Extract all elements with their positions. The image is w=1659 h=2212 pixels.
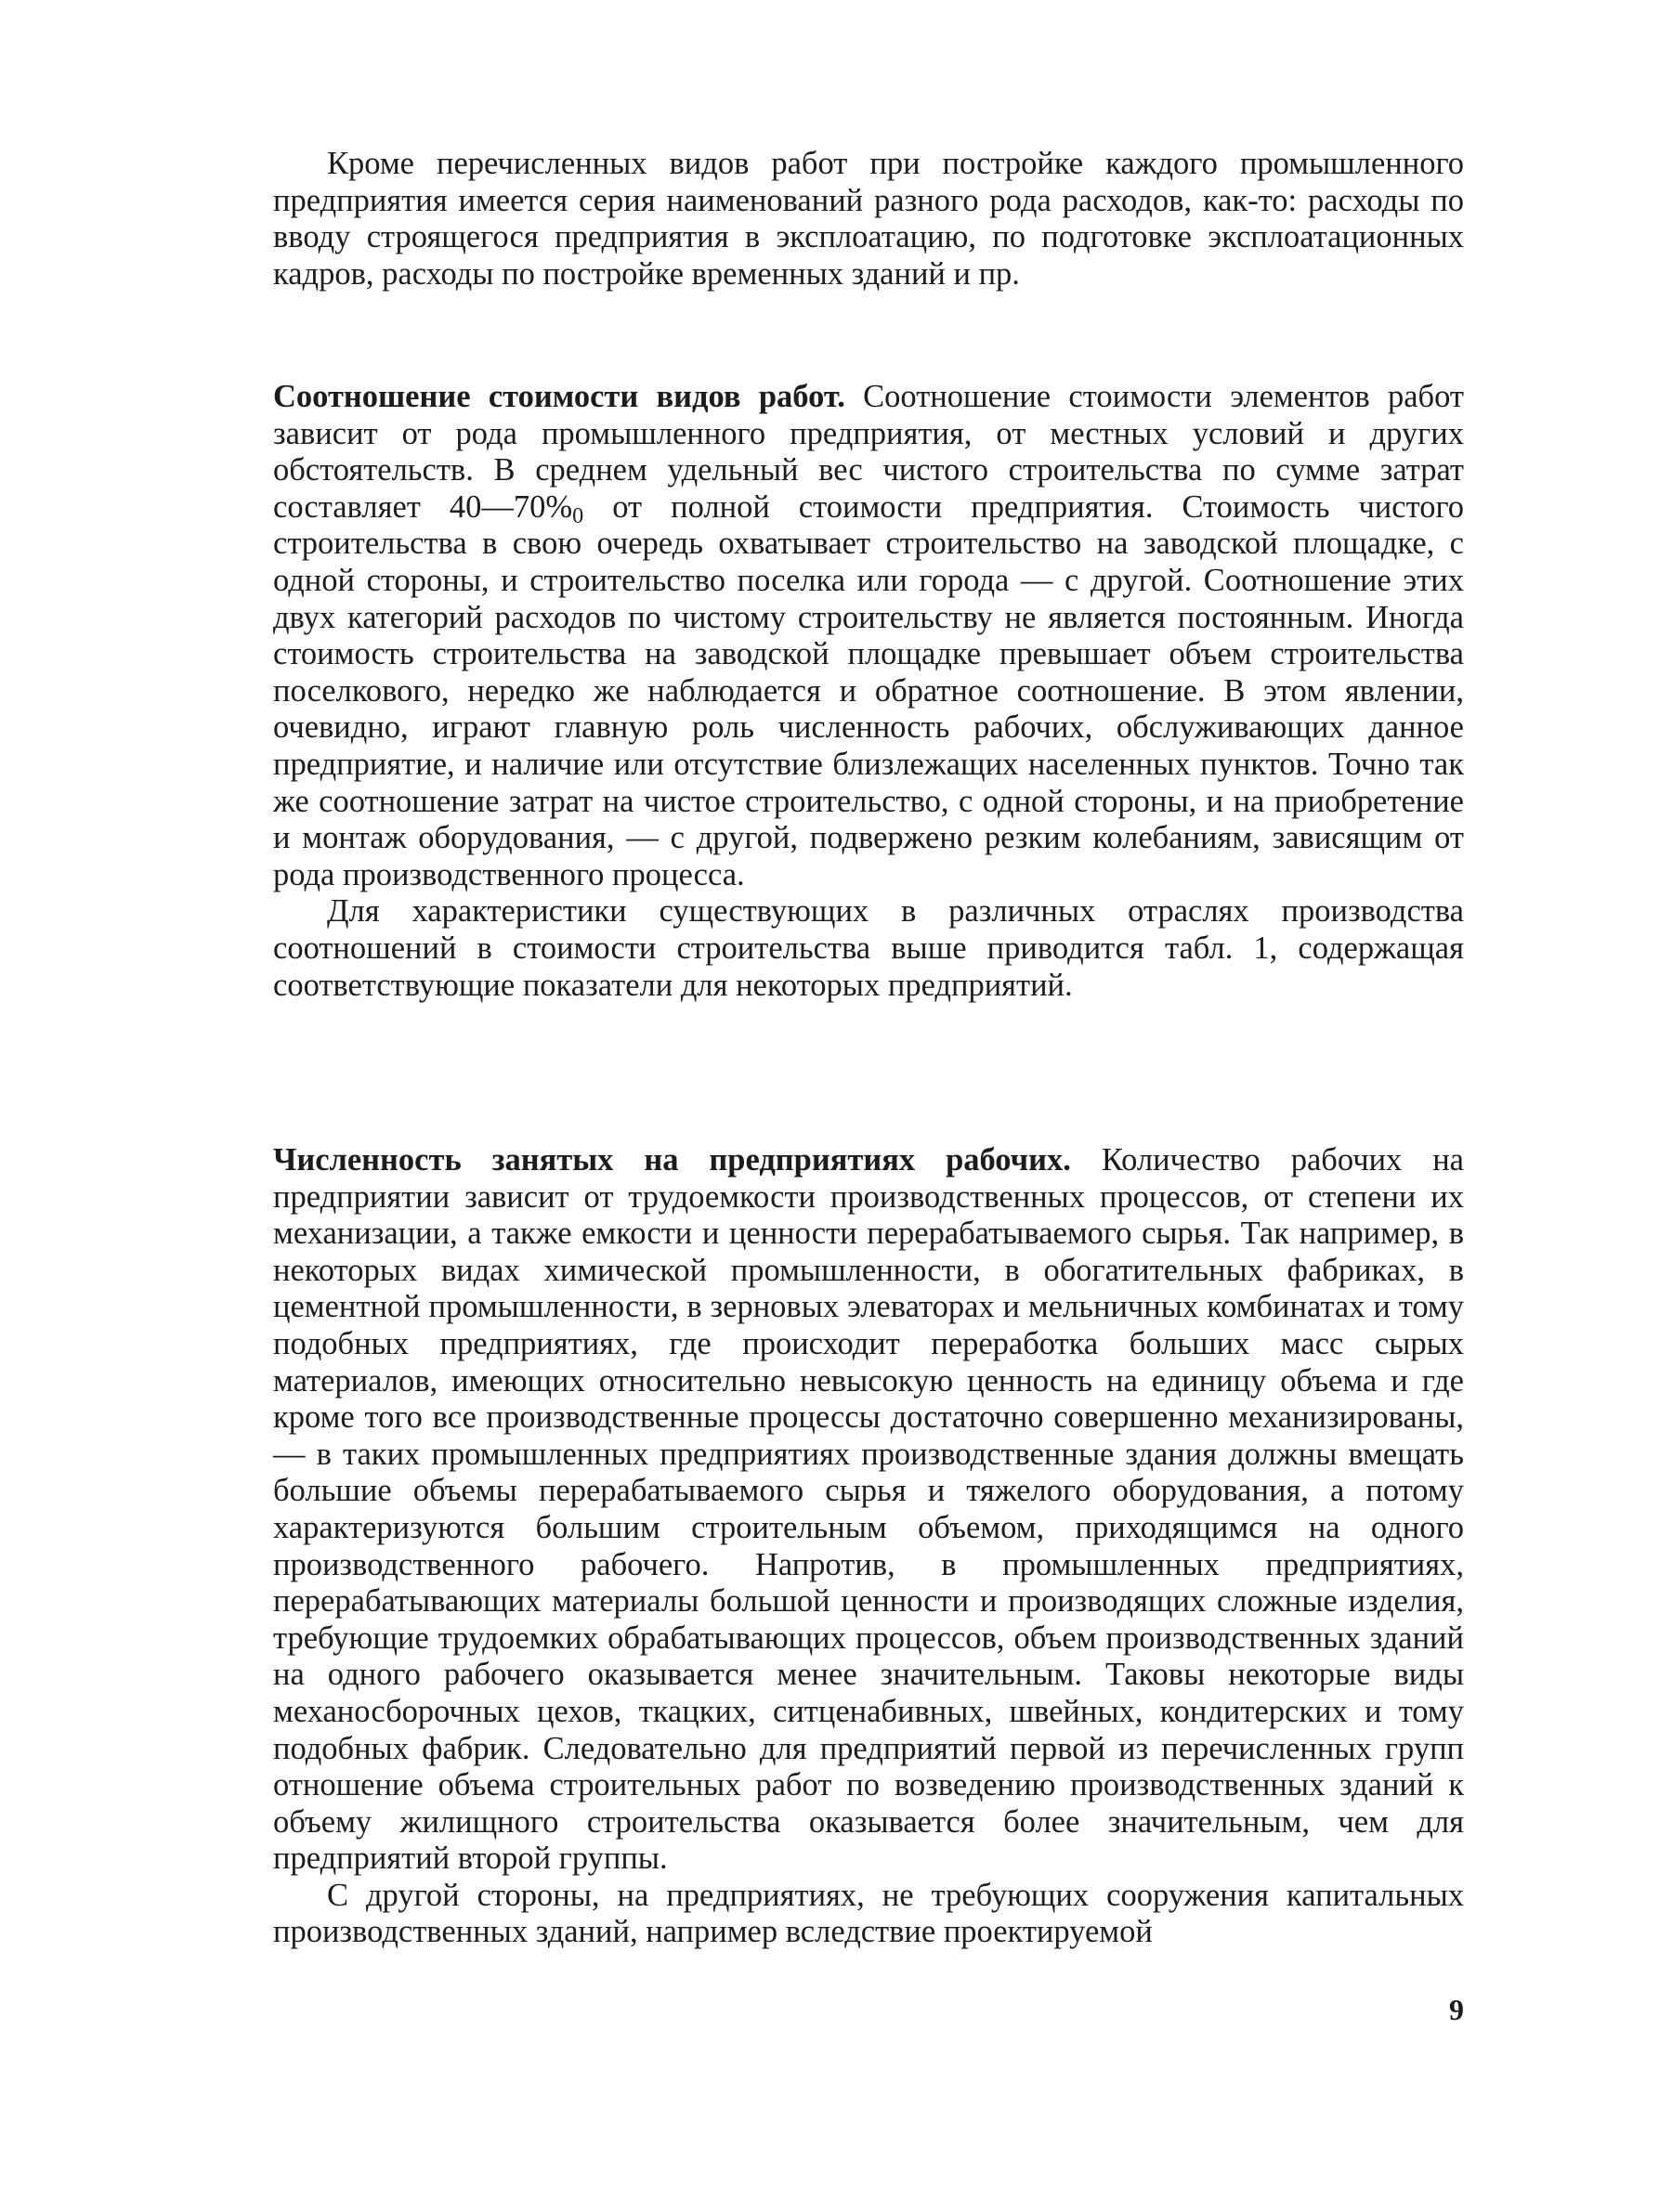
percent-sign: % [545, 488, 573, 525]
other-side-paragraph: С другой стороны, на предприятиях, не требующих сооружения капитальных производственных зданий, например вследствие проектируемой [273, 1877, 1464, 1950]
workers-paragraph [273, 1142, 1464, 1878]
workers-text: Количество рабочих на предприятии зависит от трудоемкости производственных процессов, от степени их механизации, а также емкости и ценности перерабатываемого сырья. Так например, в некоторых видах химической промышленности, в обогатительных фабриках, в цементной промышленности, в зерновых элеваторах и мельничных комбинатах и тому подобных предприятиях, где происходит переработка больших масс сырых материалов, имеющих относительно невысокую ценность на единицу объема и где кроме того все производственные процессы достаточно совершенно механизированы, — в таких промышленных предприятиях производственные здания должны вмещать большие объемы перерабатываемого сырья и тяжелого оборудования, а потому характеризуются большим строительным объемом, приходящимся на одного производственного рабочего. Напротив, в промышленных предприятиях, перерабатывающих материалы большой ценности и производящих сложные изделия, требующие трудоемких обрабатывающих процессов, объем производственных зданий на одного рабочего оказывается менее значительным. Таковы некоторые виды механосборочных цехов, ткацких, ситценабивных, швейных, кондитерских и тому подобных фабрик. Следовательно для предприятий первой из перечисленных групп отношение объема строительных работ по возведению производственных зданий к объему жилищного строительства оказывается более значительным, чем для предприятий второй группы. [273, 1142, 1464, 1877]
page-number: 9 [1449, 1993, 1464, 2026]
cost-ratio-heading: Соотношение стоимости видов работ. [273, 379, 845, 414]
intro-block [273, 146, 1464, 293]
cost-ratio-text-2: от полной стоимости предприятия. Стоимость чистого строительства в свою очередь охватывает строительство на заводской площадке, с одной стороны, и строительство поселка или города — с другой. Соотношение этих двух категорий расходов по чистому строительству не является постоянным. Иногда стоимость строительства на заводской площадке превышает объем строительства поселкового, нередко же наблюдается и обратное соотношение. В этом явлении, очевидно, играют главную роль численность рабочих, обслуживающих данное предприятие, и наличие или отсутствие близлежащих населенных пунктов. Точно так же соотношение затрат на чистое строительство, с одной стороны, и на приобретение и монтаж оборудования, — с другой, подвержено резким колебаниям, зависящим от рода производственного процесса. [273, 488, 1465, 892]
cost-ratio-paragraph [273, 379, 1464, 893]
intro-paragraph: Кроме перечисленных видов работ при постройке каждого промышленного предприятия имеется серия наименований разного рода расходов, как-то: расходы по вводу строящегося предприятия в эксплоатацию, по подготовке эксплоатационных кадров, расходы по постройке временных зданий и пр. [273, 146, 1464, 292]
workers-heading: Численность занятых на предприятиях рабочих. [273, 1142, 1071, 1178]
workers-section [273, 1142, 1464, 1951]
cost-ratio-text-1: Соотношение стоимости элементов работ зависит от рода промышленного предприятия, от местных условий и других обстоятельств. В среднем удельный вес чистого строительства по сумме затрат составляет 40—70 [273, 379, 1464, 525]
cost-ratio-section [273, 379, 1464, 1004]
percent-subscript: 0 [572, 502, 584, 528]
table-reference-paragraph: Для характеристики существующих в различных отраслях производства соотношений в стоимости строительства выше приводится табл. 1, содержащая соответствующие показатели для некоторых предприятий. [273, 893, 1464, 1003]
